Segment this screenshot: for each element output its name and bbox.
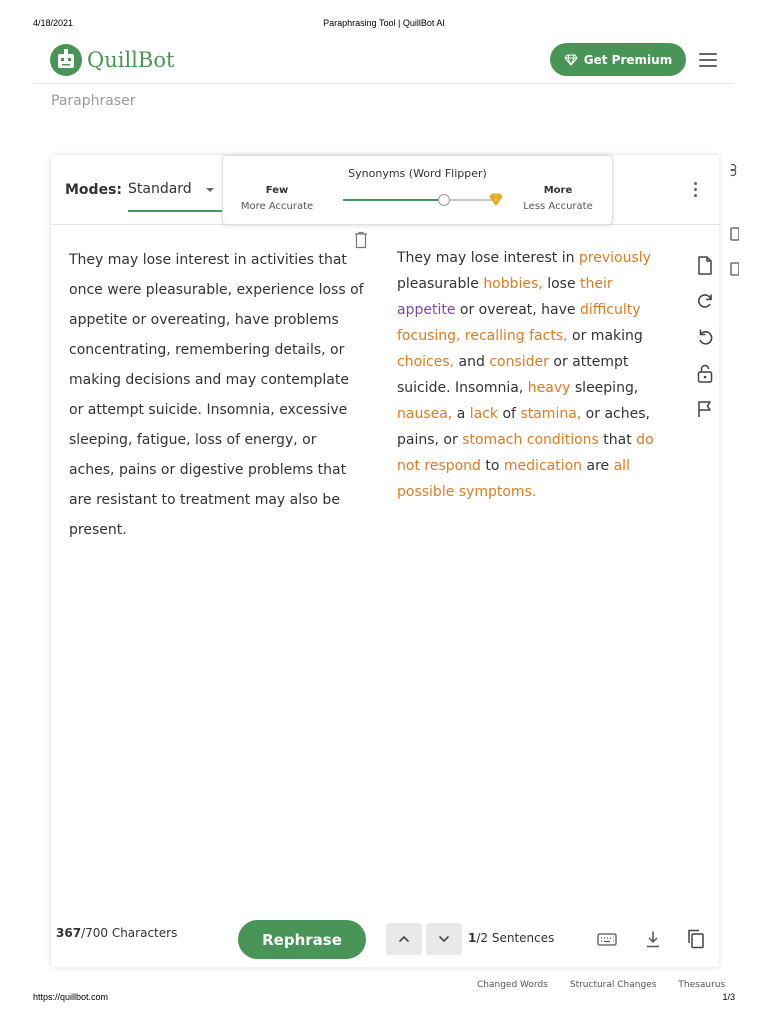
output-text-area[interactable] [397,245,672,505]
sentence-counter-total: /2 Sentences [476,931,555,945]
more-options-icon[interactable] [694,182,698,200]
output-text-segment: of [498,406,521,422]
output-text-segment: that [598,432,637,448]
changed-word[interactable]: heavy [527,380,571,396]
changed-word[interactable]: difficulty focusing, recalling facts, [397,302,641,344]
changed-word[interactable]: do not respond [397,432,654,474]
output-text-segment: to [480,458,504,474]
quillbot-logo[interactable] [49,43,174,77]
copy-icon[interactable] [685,928,707,950]
chevron-down-icon [438,935,450,943]
synonyms-slider-fill [343,199,444,201]
output-text-segment: are [582,458,614,474]
synonyms-slider[interactable] [343,199,498,201]
output-text-segment: lose [542,276,581,292]
output-text-segment: and [454,354,490,370]
changed-word[interactable]: nausea, [397,406,453,422]
document-icon[interactable] [695,255,715,275]
diamond-icon [564,54,578,66]
output-text-segment: or making [567,328,643,344]
next-sentence-button[interactable] [426,923,462,955]
print-page-number: 1/3 [722,992,735,1002]
hamburger-menu-icon[interactable] [699,53,717,67]
download-icon[interactable] [642,928,664,950]
print-date: 4/18/2021 [33,18,74,28]
output-text-segment: sleeping, [570,380,639,396]
output-text-segment: or overeat, have [455,302,580,318]
character-count-current: 367 [56,926,82,940]
paraphraser-card [51,155,719,967]
output-text-segment: They may lose interest in [397,250,579,266]
changed-word[interactable]: choices, [397,354,455,370]
input-text-area[interactable]: They may lose interest in activities that once were pleasurable, experience loss of appetite or overeating, have problems concentrating, remembering details, or making decisions and may contemplate or attempt suicide. Insomnia, excessive sleeping, fatigue, loss of energy, or aches, pains or digestive problems that are resistant to treatment may also be present. [69,252,364,538]
character-count [56,926,177,940]
card-header [51,155,719,225]
changed-word[interactable]: stamina, [520,406,582,422]
mode-active-underline [128,210,223,212]
output-text-segment: or aches, pains, or [397,406,650,448]
legend-changed-words: Changed Words [477,980,548,990]
premium-diamond-icon [489,193,503,206]
print-url: https://quillbot.com [33,992,109,1002]
get-premium-label: Get Premium [583,52,673,67]
clipped-edge-icon [727,163,739,177]
output-text-segment: a [452,406,470,422]
changed-word[interactable]: consider [489,354,549,370]
changed-word[interactable]: lack [469,406,499,422]
changed-word[interactable]: previously [578,250,651,266]
clipped-edge-icon [727,227,739,241]
card-footer [51,915,719,967]
sentence-counter [468,931,554,945]
synonyms-more-sublabel: Less Accurate [523,201,593,212]
undo-icon[interactable] [695,327,715,347]
flag-icon[interactable] [695,399,715,419]
highlight-legend [477,980,727,990]
synonyms-few-sublabel: More Accurate [240,201,314,212]
output-side-toolbar [695,255,717,435]
chevron-down-icon[interactable] [206,188,214,192]
changed-word[interactable]: hobbies, [483,276,543,292]
page-title: Paraphraser [51,93,136,109]
legend-structural-changes: Structural Changes [569,980,657,990]
previous-sentence-button[interactable] [386,923,422,955]
clipped-edge-icon [727,262,739,276]
changed-word[interactable]: stomach conditions [462,432,599,448]
brand-name: QuillBot [87,48,175,72]
synonyms-few-label: Few [265,185,289,196]
synonyms-slider-handle[interactable] [438,194,450,206]
unlock-icon[interactable] [695,363,715,383]
quillbot-logo-icon [49,43,83,77]
changed-word[interactable]: all possible symptoms. [397,458,630,500]
print-title: Paraphrasing Tool | QuillBot AI [323,18,445,28]
synonyms-title: Synonyms (Word Flipper) [348,167,487,180]
character-count-limit: /700 Characters [81,926,178,940]
sentence-counter-current: 1 [468,931,477,945]
changed-word[interactable]: medication [503,458,583,474]
mode-dropdown[interactable]: Standard [128,181,192,197]
rephrase-button[interactable]: Rephrase [238,920,366,959]
modes-label: Modes: [65,182,122,198]
get-premium-button[interactable] [550,43,686,76]
chevron-up-icon [398,935,410,943]
keyboard-icon[interactable] [596,928,618,950]
changed-word[interactable]: their [580,276,613,292]
refresh-icon[interactable] [695,291,715,311]
top-navigation-bar [33,40,733,84]
legend-thesaurus: Thesaurus [678,980,726,990]
synonyms-more-label: More [543,185,573,196]
synonyms-slider-panel [222,155,613,225]
structural-change-word[interactable]: appetite [397,302,456,318]
output-text-segment: or attempt suicide. Insomnia, [397,354,629,396]
output-text-segment: pleasurable [397,276,484,292]
